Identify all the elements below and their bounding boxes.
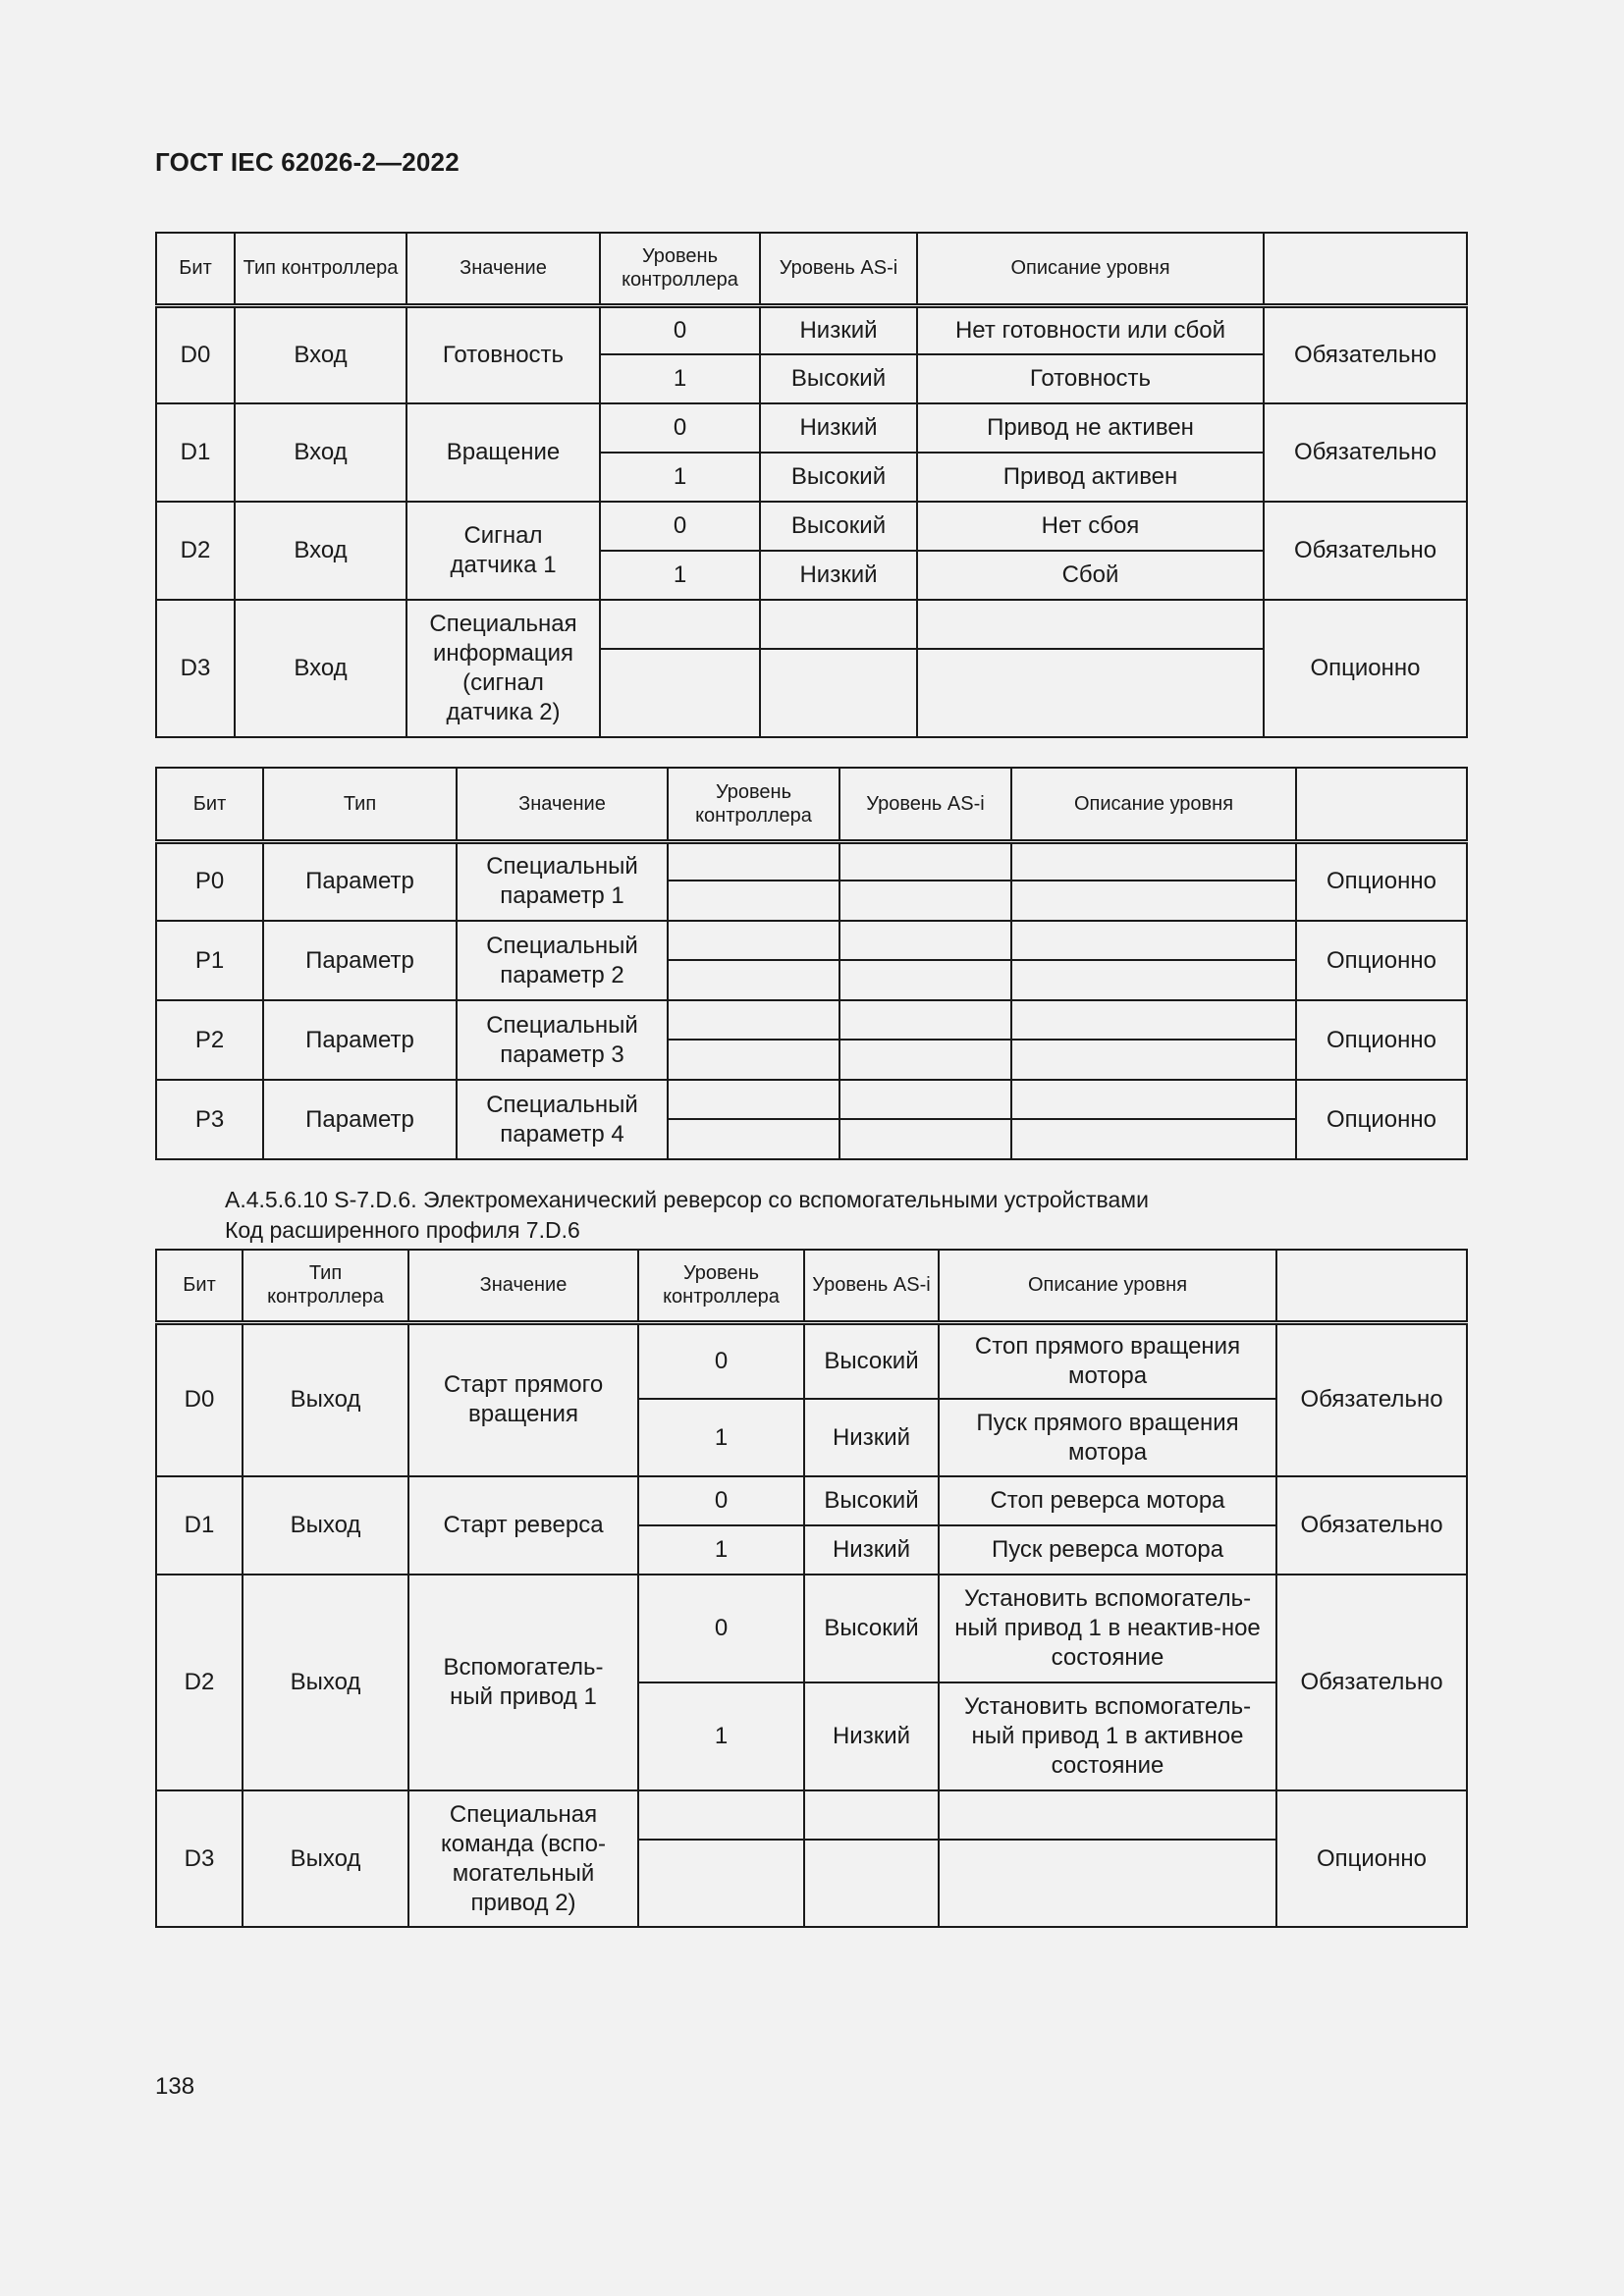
cell-requirement: Опционно: [1276, 1790, 1467, 1927]
cell-description: Установить вспомогатель-ный привод 1 в активное состояние: [939, 1682, 1276, 1790]
col-header-requirement: [1296, 768, 1467, 841]
cell-description: [1011, 1000, 1296, 1040]
cell-controller-level: [668, 1119, 839, 1159]
cell-bit: D2: [156, 502, 235, 600]
col-header-controller-level: Уровень контроллера: [638, 1250, 804, 1322]
table-row: [156, 1575, 1467, 1682]
cell-requirement: Обязательно: [1264, 403, 1467, 502]
table-header-row: [156, 1250, 1467, 1322]
cell-meaning: Специальный параметр 4: [457, 1080, 668, 1159]
caption-line: Код расширенного профиля 7.D.6: [225, 1217, 580, 1243]
cell-requirement: Обязательно: [1264, 502, 1467, 600]
cell-controller-level: [668, 881, 839, 921]
cell-controller-level: 0: [638, 1322, 804, 1399]
cell-bit: P1: [156, 921, 263, 1000]
cell-type: Параметр: [263, 1080, 457, 1159]
cell-bit: D1: [156, 1476, 243, 1575]
cell-description: Стоп прямого вращения мотора: [939, 1322, 1276, 1399]
cell-controller-level: [668, 921, 839, 960]
cell-asi-level: [760, 600, 917, 649]
cell-bit: P2: [156, 1000, 263, 1080]
cell-type: Выход: [243, 1322, 408, 1476]
cell-meaning: Старт прямого вращения: [408, 1322, 638, 1476]
cell-bit: D1: [156, 403, 235, 502]
cell-requirement: Опционно: [1296, 841, 1467, 921]
cell-type: Вход: [235, 502, 406, 600]
cell-controller-level: 1: [638, 1682, 804, 1790]
cell-meaning: Специальная команда (вспо-могательный привод 2): [408, 1790, 638, 1927]
cell-asi-level: Высокий: [760, 354, 917, 403]
cell-meaning: Готовность: [406, 305, 600, 403]
cell-asi-level: Низкий: [760, 305, 917, 354]
cell-description: [917, 649, 1264, 737]
cell-asi-level: Высокий: [760, 502, 917, 551]
cell-description: [1011, 1080, 1296, 1119]
table-row: [156, 305, 1467, 354]
table-inputs: [155, 232, 1468, 738]
cell-description: Готовность: [917, 354, 1264, 403]
cell-type: Вход: [235, 305, 406, 403]
col-header-controller-type: Тип контроллера: [243, 1250, 408, 1322]
cell-asi-level: Низкий: [760, 403, 917, 453]
cell-requirement: Обязательно: [1276, 1575, 1467, 1790]
cell-controller-level: 0: [600, 305, 760, 354]
cell-type: Выход: [243, 1575, 408, 1790]
table-parameters: [155, 767, 1468, 1160]
col-header-asi-level: Уровень AS-i: [839, 768, 1011, 841]
col-header-bit: Бит: [156, 768, 263, 841]
cell-asi-level: Высокий: [804, 1322, 939, 1399]
page-number: 138: [155, 2073, 195, 2100]
cell-description: Привод активен: [917, 453, 1264, 502]
cell-requirement: Опционно: [1264, 600, 1467, 737]
cell-description: [939, 1840, 1276, 1927]
cell-type: Вход: [235, 403, 406, 502]
cell-controller-level: 1: [638, 1525, 804, 1575]
cell-description: [939, 1790, 1276, 1840]
cell-meaning: Сигнал датчика 1: [406, 502, 600, 600]
section-caption: [225, 1185, 1149, 1246]
col-header-asi-level: Уровень AS-i: [804, 1250, 939, 1322]
cell-requirement: Обязательно: [1264, 305, 1467, 403]
table-header-row: [156, 768, 1467, 841]
cell-controller-level: [668, 960, 839, 1000]
cell-bit: D2: [156, 1575, 243, 1790]
cell-asi-level: [839, 881, 1011, 921]
table-header-row: [156, 233, 1467, 305]
cell-type: Параметр: [263, 1000, 457, 1080]
cell-description: [1011, 881, 1296, 921]
cell-type: Вход: [235, 600, 406, 737]
col-header-bit: Бит: [156, 1250, 243, 1322]
cell-description: Пуск прямого вращения мотора: [939, 1399, 1276, 1476]
cell-type: Параметр: [263, 921, 457, 1000]
cell-asi-level: Высокий: [804, 1476, 939, 1525]
cell-controller-level: [668, 1080, 839, 1119]
cell-controller-level: 1: [638, 1399, 804, 1476]
cell-asi-level: [839, 841, 1011, 881]
col-header-controller-level: Уровень контроллера: [668, 768, 839, 841]
cell-description: Привод не активен: [917, 403, 1264, 453]
cell-meaning: Старт реверса: [408, 1476, 638, 1575]
table-row: [156, 403, 1467, 453]
table-row: [156, 841, 1467, 881]
cell-controller-level: 1: [600, 551, 760, 600]
cell-description: Нет готовности или сбой: [917, 305, 1264, 354]
col-header-requirement: [1264, 233, 1467, 305]
cell-controller-level: 1: [600, 354, 760, 403]
cell-meaning: Специальный параметр 2: [457, 921, 668, 1000]
cell-controller-level: [600, 649, 760, 737]
cell-meaning: Специальный параметр 1: [457, 841, 668, 921]
cell-bit: D0: [156, 305, 235, 403]
cell-controller-level: 0: [600, 502, 760, 551]
col-header-type: Тип: [263, 768, 457, 841]
table-row: [156, 600, 1467, 649]
cell-description: Сбой: [917, 551, 1264, 600]
cell-controller-level: [668, 1040, 839, 1080]
col-header-requirement: [1276, 1250, 1467, 1322]
col-header-asi-level: Уровень AS-i: [760, 233, 917, 305]
cell-asi-level: [839, 1119, 1011, 1159]
table-row: [156, 921, 1467, 960]
cell-asi-level: Высокий: [804, 1575, 939, 1682]
cell-controller-level: 0: [600, 403, 760, 453]
cell-controller-level: 0: [638, 1476, 804, 1525]
cell-controller-level: [668, 841, 839, 881]
col-header-meaning: Значение: [457, 768, 668, 841]
cell-controller-level: [638, 1840, 804, 1927]
cell-asi-level: [839, 921, 1011, 960]
cell-asi-level: Низкий: [804, 1682, 939, 1790]
table-row: [156, 1000, 1467, 1040]
cell-asi-level: [839, 1000, 1011, 1040]
table-row: [156, 1476, 1467, 1525]
table-row: [156, 1790, 1467, 1840]
cell-asi-level: Низкий: [760, 551, 917, 600]
cell-bit: D0: [156, 1322, 243, 1476]
cell-description: Установить вспомогатель-ный привод 1 в неактив-ное состояние: [939, 1575, 1276, 1682]
cell-bit: P3: [156, 1080, 263, 1159]
cell-asi-level: Высокий: [760, 453, 917, 502]
cell-controller-level: 0: [638, 1575, 804, 1682]
cell-description: Нет сбоя: [917, 502, 1264, 551]
table-row: [156, 1080, 1467, 1119]
cell-bit: P0: [156, 841, 263, 921]
col-header-bit: Бит: [156, 233, 235, 305]
cell-requirement: Опционно: [1296, 1080, 1467, 1159]
cell-asi-level: [839, 960, 1011, 1000]
table-outputs: [155, 1249, 1468, 1928]
col-header-meaning: Значение: [408, 1250, 638, 1322]
cell-type: Параметр: [263, 841, 457, 921]
cell-controller-level: [600, 600, 760, 649]
cell-bit: D3: [156, 600, 235, 737]
cell-controller-level: [668, 1000, 839, 1040]
cell-description: [1011, 841, 1296, 881]
cell-requirement: Обязательно: [1276, 1322, 1467, 1476]
col-header-controller-type: Тип контроллера: [235, 233, 406, 305]
col-header-level-description: Описание уровня: [1011, 768, 1296, 841]
cell-asi-level: [804, 1790, 939, 1840]
cell-description: [1011, 1040, 1296, 1080]
col-header-controller-level: Уровень контроллера: [600, 233, 760, 305]
cell-meaning: Специальный параметр 3: [457, 1000, 668, 1080]
cell-asi-level: [839, 1040, 1011, 1080]
cell-controller-level: 1: [600, 453, 760, 502]
cell-bit: D3: [156, 1790, 243, 1927]
document-header: ГОСТ IEC 62026-2—2022: [155, 147, 460, 177]
cell-type: Выход: [243, 1476, 408, 1575]
cell-description: [917, 600, 1264, 649]
cell-meaning: Специальная информация (сигнал датчика 2): [406, 600, 600, 737]
cell-description: Пуск реверса мотора: [939, 1525, 1276, 1575]
cell-asi-level: [839, 1080, 1011, 1119]
cell-controller-level: [638, 1790, 804, 1840]
cell-description: [1011, 960, 1296, 1000]
cell-meaning: Вспомогатель-ный привод 1: [408, 1575, 638, 1790]
table-row: [156, 1322, 1467, 1399]
table-row: [156, 502, 1467, 551]
cell-requirement: Обязательно: [1276, 1476, 1467, 1575]
cell-requirement: Опционно: [1296, 921, 1467, 1000]
cell-asi-level: Низкий: [804, 1399, 939, 1476]
cell-asi-level: [804, 1840, 939, 1927]
col-header-meaning: Значение: [406, 233, 600, 305]
cell-meaning: Вращение: [406, 403, 600, 502]
cell-description: [1011, 921, 1296, 960]
cell-asi-level: Низкий: [804, 1525, 939, 1575]
col-header-level-description: Описание уровня: [939, 1250, 1276, 1322]
cell-type: Выход: [243, 1790, 408, 1927]
cell-description: Стоп реверса мотора: [939, 1476, 1276, 1525]
col-header-level-description: Описание уровня: [917, 233, 1264, 305]
cell-asi-level: [760, 649, 917, 737]
cell-description: [1011, 1119, 1296, 1159]
cell-requirement: Опционно: [1296, 1000, 1467, 1080]
caption-line: А.4.5.6.10 S-7.D.6. Электромеханический реверсор со вспомогательными устройствами: [225, 1187, 1149, 1212]
